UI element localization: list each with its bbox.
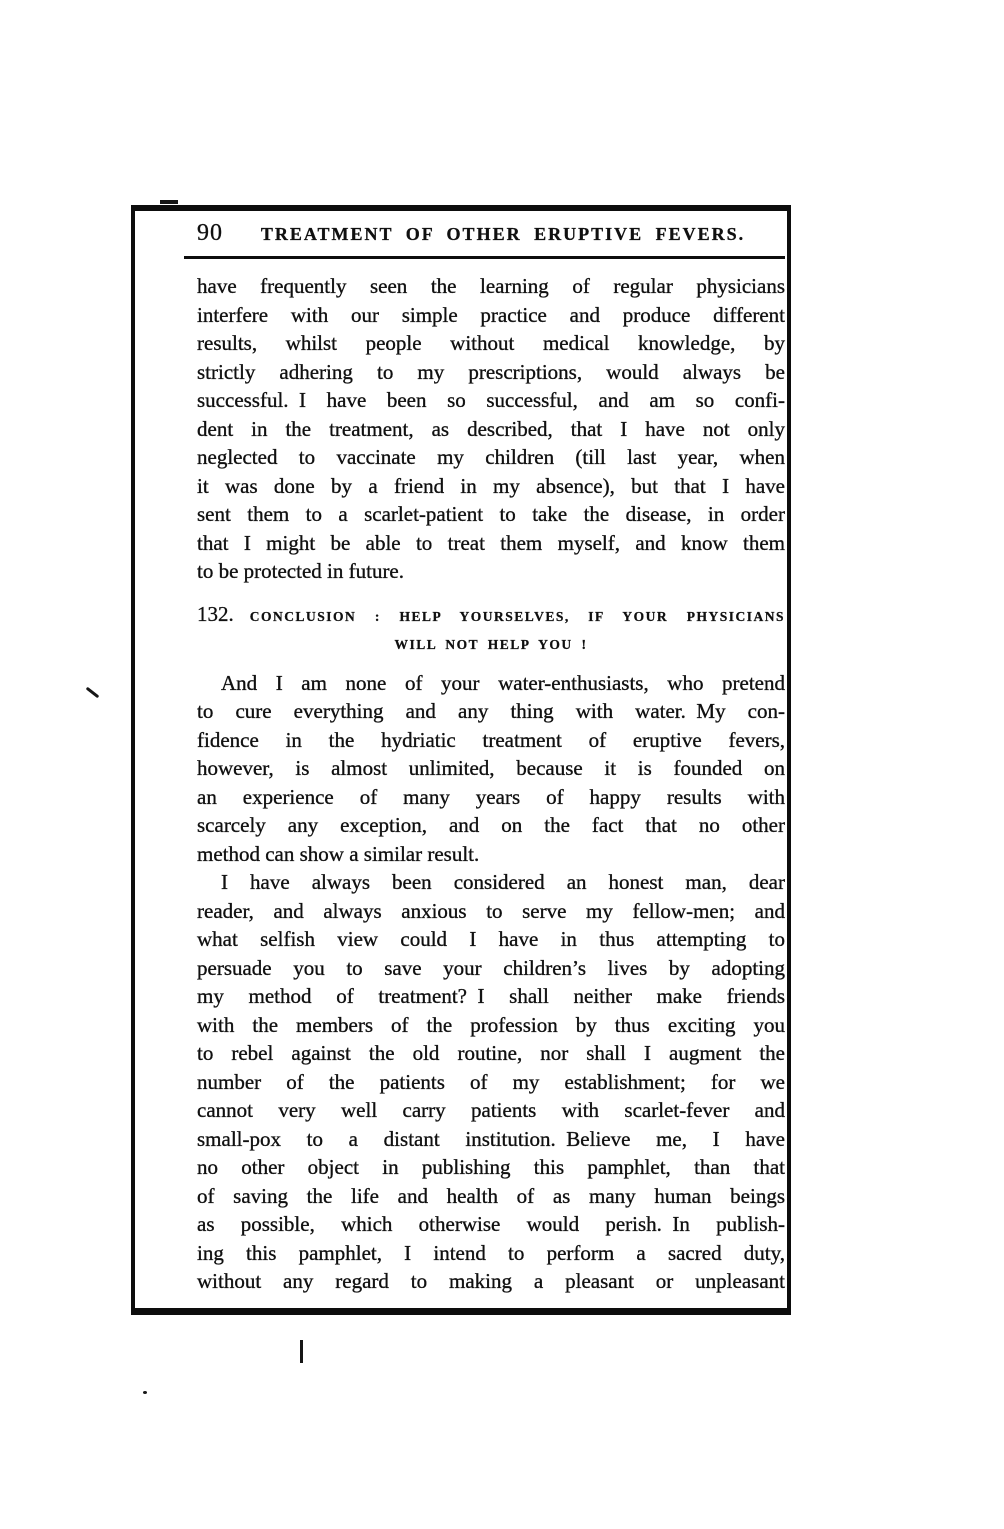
text-line: ing this pamphlet, I intend to perform a sacred duty, [197,1240,785,1265]
stray-ink-mark [160,200,178,204]
text-line: sent them to a scarlet-patient to take the disease, in order [197,502,785,526]
text-line: have frequently seen the learning of regular physicians [197,274,785,298]
section-number: 132. [197,601,234,626]
header-rule [184,256,785,259]
stray-ink-mark [143,1391,147,1394]
text-line: interfere with our simple practice and produce different [197,302,785,327]
text-line: to rebel against the old routine, nor shall I augment the [197,1041,785,1065]
paragraph [197,868,785,1296]
stray-ink-mark [86,687,100,699]
text-line: to cure everything and any thing with water. My con- [197,699,785,723]
page-header [135,211,787,247]
text-line: what selfish view could I have in thus attempting to [197,927,785,951]
text-line: it was done by a friend in my absence), but that I have [197,473,785,498]
section-heading [197,599,785,658]
text-line: of saving the life and health of as many human beings [197,1183,785,1208]
text-line: an experience of many years of happy results with [197,784,785,809]
section-title-line2: WILL NOT HELP YOU ! [394,636,588,652]
text-line: And I am none of your water-enthusiasts, who pretend [221,670,785,695]
text-line: I have always been considered an honest man, dear [221,870,785,894]
text-line: scarcely any exception, and on the fact that no other [197,813,785,837]
text-line: neglected to vaccinate my children (till last year, when [197,445,785,469]
text-line: persuade you to save your children’s lives by adopting [197,955,785,980]
paragraph [197,669,785,869]
text-line: my method of treatment? I shall neither make friends [197,984,785,1008]
text-line: no other object in publishing this pamphlet, than that [197,1155,785,1179]
text-line: results, whilst people without medical knowledge, by [197,331,785,355]
text-line: to be protected in future. [197,559,405,583]
text-line: successful. I have been so successful, and am so confi- [197,388,785,412]
text-line: cannot very well carry patients with scarlet-fever and [197,1098,785,1122]
stray-ink-mark [300,1340,303,1363]
text-line: reader, and always anxious to serve my fellow-men; and [197,898,785,923]
text-line: however, is almost unlimited, because it is founded on [197,756,785,780]
body-text [135,272,787,1296]
text-line: dent in the treatment, as described, that I have not only [197,416,785,441]
text-line: as possible, which otherwise would perish. In publish- [197,1212,785,1236]
text-line: with the members of the profession by thus exciting you [197,1012,785,1037]
text-line: strictly adhering to my prescriptions, would always be [197,359,785,384]
running-title: TREATMENT OF OTHER ERUPTIVE FEVERS. [260,224,746,244]
text-line: small-pox to a distant institution. Believe me, I have [197,1126,785,1151]
text-line: number of the patients of my establishment; for we [197,1069,785,1094]
text-line: method can show a similar result. [197,841,480,866]
section-title-line1: CONCLUSION : HELP YOURSELVES, IF YOUR PHYSICIANS [249,608,785,624]
page-border-frame [131,205,791,1315]
text-line: that I might be able to treat them myself, and know them [197,530,785,555]
text-line: without any regard to making a pleasant or unpleasant [197,1269,785,1293]
text-line: fidence in the hydriatic treatment of eruptive fevers, [197,727,785,752]
section-heading-line1 [197,599,785,632]
page-number: 90 [197,220,223,246]
paragraph-continuation [197,272,785,586]
